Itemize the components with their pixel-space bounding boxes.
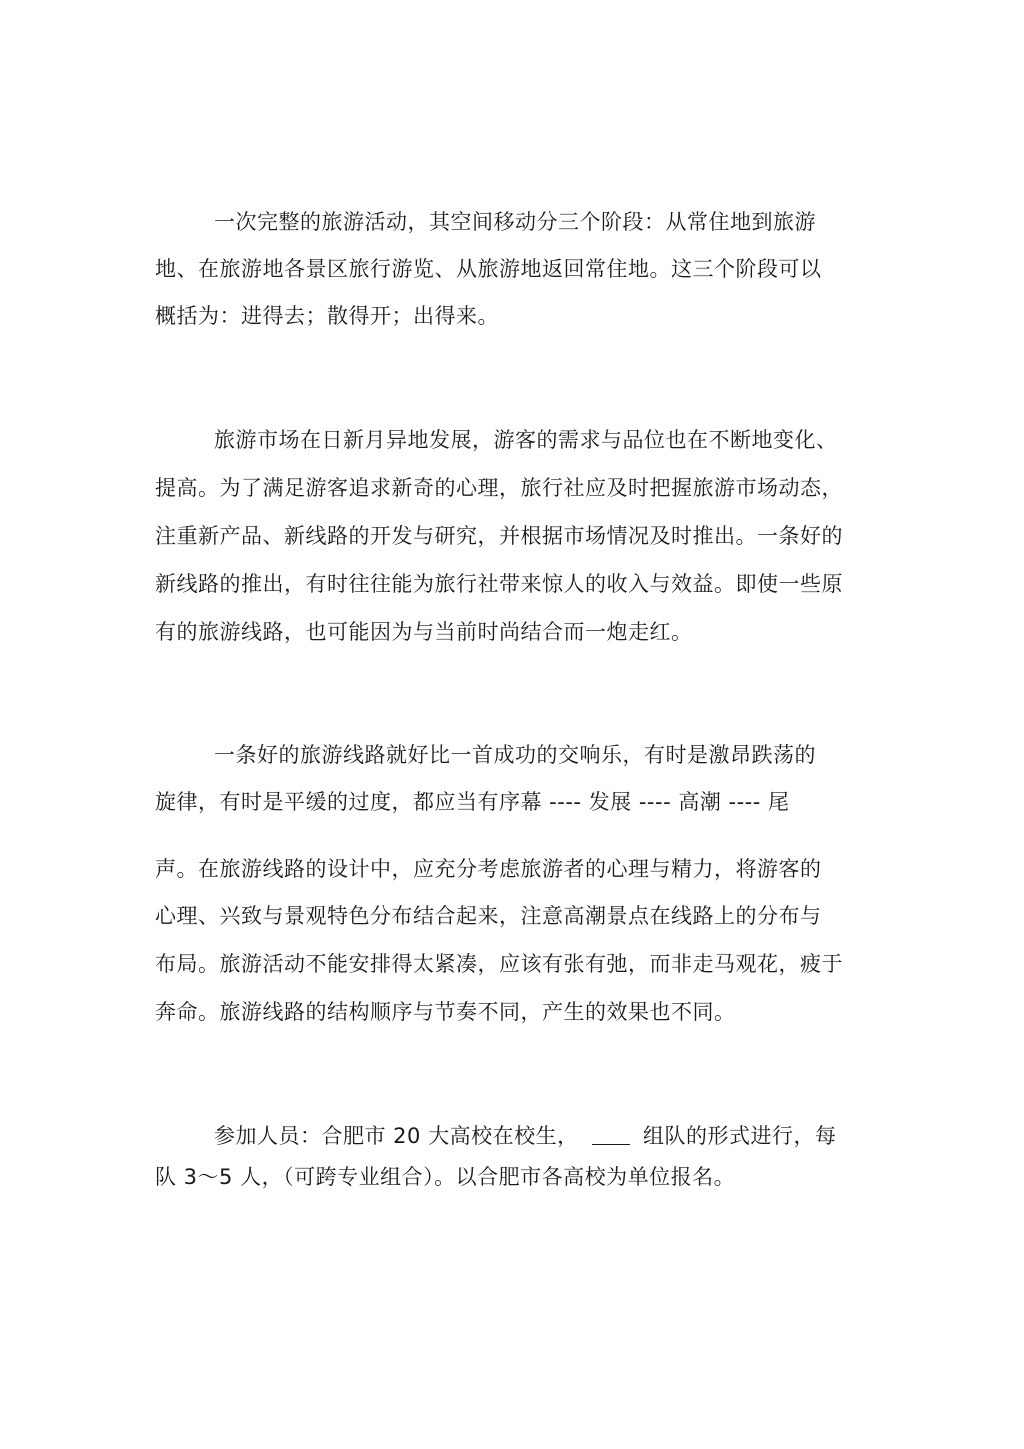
paragraph-1-line-3: 概括为：进得去；散得开；出得来。 [155, 304, 499, 328]
paragraph-4-line-2: 心理、兴致与景观特色分布结合起来，注意高潮景点在线路上的分布与 [155, 904, 822, 928]
paragraph-4-line-4: 奔命。旅游线路的结构顺序与节奏不同，产生的效果也不同。 [155, 1000, 736, 1024]
paragraph-4-line-3: 布局。旅游活动不能安排得太紧凑，应该有张有弛，而非走马观花，疲于 [155, 952, 843, 976]
paragraph-5-line-1 [214, 1122, 836, 1150]
paragraph-5-text-before-blank: 参加人员：合肥市 20 大高校在校生， [214, 1124, 579, 1148]
paragraph-5-text-after-blank: 组队的形式进行，每 [642, 1124, 837, 1148]
paragraph-1-line-2: 地、在旅游地各景区旅行游览、从旅游地返回常住地。这三个阶段可以 [155, 257, 822, 281]
paragraph-2-line-1: 旅游市场在日新月异地发展，游客的需求与品位也在不断地变化、 [214, 428, 838, 452]
paragraph-2-line-5: 有的旅游线路，也可能因为与当前时尚结合而一炮走红。 [155, 620, 693, 644]
paragraph-3-line-1: 一条好的旅游线路就好比一首成功的交响乐，有时是激昂跌荡的 [214, 743, 816, 767]
fill-in-blank [592, 1124, 630, 1145]
paragraph-2-line-4: 新线路的推出，有时往往能为旅行社带来惊人的收入与效益。即使一些原 [155, 572, 843, 596]
paragraph-5-line-2: 队 3～5 人，（可跨专业组合）。以合肥市各高校为单位报名。 [155, 1165, 736, 1189]
paragraph-2-line-2: 提高。为了满足游客追求新奇的心理，旅行社应及时把握旅游市场动态， [155, 476, 843, 500]
paragraph-1-line-1: 一次完整的旅游活动，其空间移动分三个阶段：从常住地到旅游 [214, 210, 816, 234]
paragraph-3-line-2: 旋律，有时是平缓的过度，都应当有序幕 ---- 发展 ---- 高潮 ---- 尾 [155, 790, 790, 814]
paragraph-2-line-3: 注重新产品、新线路的开发与研究，并根据市场情况及时推出。一条好的 [155, 524, 843, 548]
paragraph-4-line-1: 声。在旅游线路的设计中，应充分考虑旅游者的心理与精力，将游客的 [155, 857, 822, 881]
